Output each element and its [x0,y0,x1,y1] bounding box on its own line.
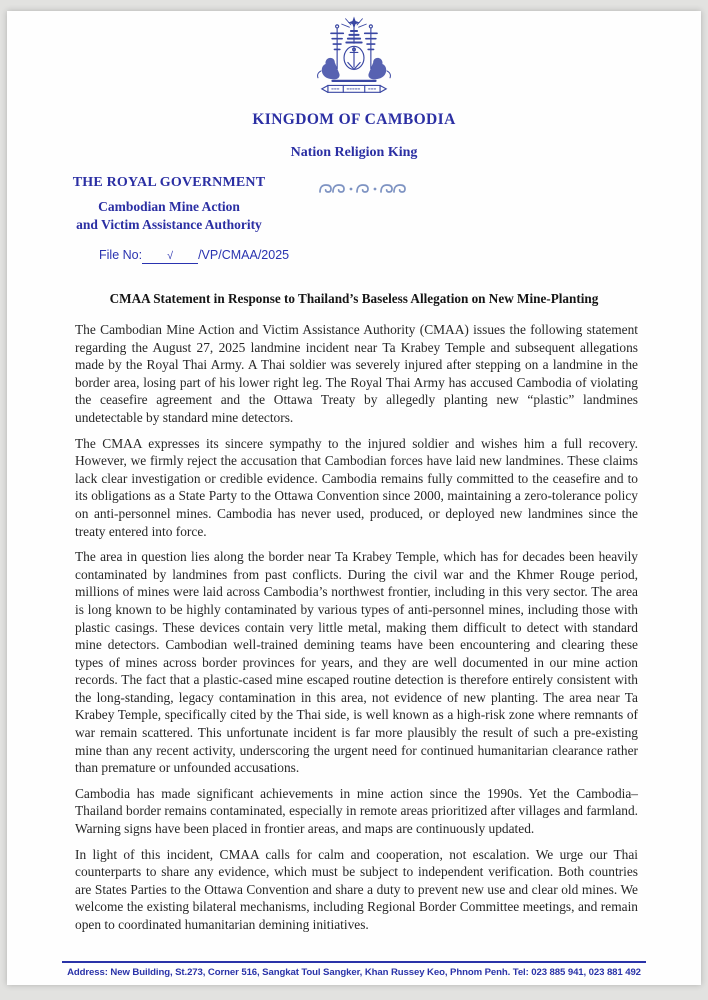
file-number-value: /VP/CMAA/2025 [198,248,290,262]
footer-divider [62,961,646,963]
footer-address: Address: New Building, St.273, Corner 516, Sangkat Toul Sangker, Khan Russey Keo, Phnom Penh. Tel: 023 885 941, 023 881 492 [67,967,641,978]
khmer-scroll-divider-icon [318,182,410,200]
royal-arms-of-cambodia-icon [308,14,400,109]
file-number-line [99,248,289,264]
statement-paragraph-2: The CMAA expresses its sincere sympathy to the injured soldier and wishes him a full recovery. However, we firmly reject the accusation that Cambodian forces have laid new landmines. These claims lack clear investigation or credible evidence. Cambodia remains fully committed to the ceasefire and to its obligations as a State Party to the Ottawa Convention since 2000, maintaining a zero-tolerance policy on anti-personnel mines. Cambodia has never used, produced, or deployed new landmines since the treaty entered into force. [75,435,638,539]
statement-paragraph-1: The Cambodian Mine Action and Victim Assistance Authority (CMAA) issues the following statement regarding the August 27, 2025 landmine incident near Ta Krabey Temple and subsequent allegations made by the Royal Thai Army. A Thai soldier was severely injured after stepping on a landmine in the border area, losing part of his lower right leg. The Royal Thai Army has accused Cambodia of violating the ceasefire agreement and the Ottawa Treaty by allegedly planting new “plastic” landmines undetectable by standard mine detectors. [75,322,638,425]
statement-paragraph-4: Cambodia has made significant achievements in mine action since the 1990s. Yet the Cambodia–Thailand border remains contaminated, especially in remote areas prioritized after villages and farmland. Warning signs have been placed in frontier areas, and maps are continuously updated. [75,785,638,837]
authority-name-line1: Cambodian Mine Action [98,199,240,214]
statement-paragraph-3: The area in question lies along the border near Ta Krabey Temple, which has for decades been heavily contaminated by landmines from past conflicts. During the civil war and the Khmer Rouge period, millions of mines were laid across Cambodia’s northwest frontier, including in this very sector. The area is long known to be highly contaminated by various types of anti-personnel mines, including those with plastic casings. These devices contain very little metal, making them difficult to detect with standard mine detectors. Cambodian well-trained demining teams have been encountering and clearing these types of mines across border provinces for years, and they are well documented in our mine action records. The fact that a plastic-cased mine escaped routine detection is therefore entirely consistent with the long-standing, legacy contamination in this area, not evidence of new planting. The area near Ta Krabey Temple, specifically cited by the Thai side, is well known as a high-risk zone where remnants of war remain scattered. This unfortunate incident is far more plausibly the result of such a pre-existing mine than any recent activity, underscoring the urgent need for continued humanitarian clearance rather than premature or unfounded accusations. [75,549,638,776]
document-page [7,11,701,985]
statement-body [75,321,638,942]
authority-name [63,198,275,234]
government-title: THE ROYAL GOVERNMENT [72,175,266,190]
file-number-label: File No: [99,248,143,262]
national-motto: Nation Religion King [290,145,418,160]
statement-title: CMAA Statement in Response to Thailand’s Baseless Allegation on New Mine-Planting [109,291,599,306]
kingdom-title: KINGDOM OF CAMBODIA [252,111,456,128]
authority-name-line2: and Victim Assistance Authority [76,217,262,232]
file-number-check-mark: √ [142,250,198,264]
statement-paragraph-5: In light of this incident, CMAA calls for calm and cooperation, not escalation. We urge our Thai counterparts to share any evidence, which must be subject to independent verification. Both countries are States Parties to the Ottawa Convention and share a duty to prevent new use and clear old mines. We welcome the existing bilateral mechanisms, including Regional Border Committee meetings, and remain open to coordinated humanitarian demining initiatives. [75,846,638,932]
